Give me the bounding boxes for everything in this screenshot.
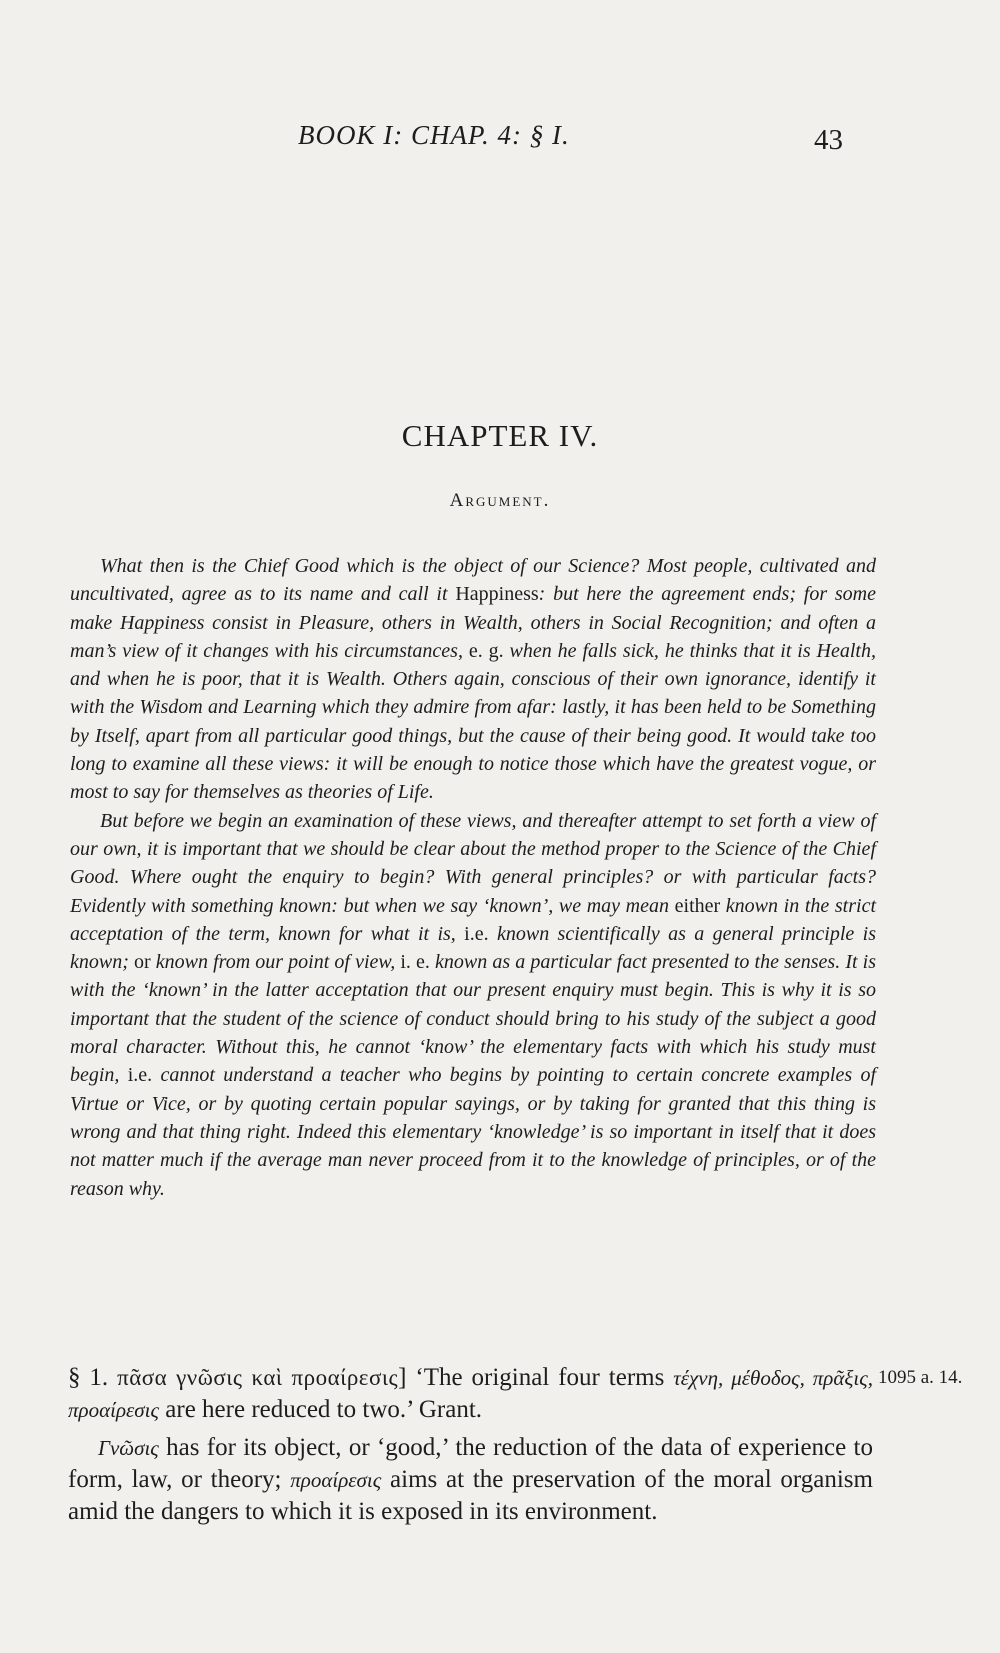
text-run: either (674, 894, 721, 917)
page-number: 43 (814, 124, 843, 156)
note-text: has for its object, or ‘good,’ the reduction of the data of experience to form, law, or theory; (68, 1434, 873, 1493)
argument-paragraph-1 (70, 552, 876, 807)
note-text: are here reduced to two.’ Grant. (159, 1396, 483, 1423)
text-run: known scientifically as a general principle is known; (70, 922, 877, 974)
greek-lemma: πᾶσα γνῶσις καὶ προαίρεσις (117, 1365, 399, 1390)
note-section-1 (68, 1362, 873, 1426)
note-paragraph-2 (68, 1432, 873, 1528)
greek-term: Γνῶσις (98, 1436, 159, 1460)
section-marker: § 1. (68, 1364, 109, 1391)
text-run: : but here the agreement ends; for some make Happiness consist in Pleasure, others in Wealth, others in Social Recognition; and often a man’s view of it changes with his circumstances, (70, 583, 876, 662)
text-run: But before we begin an examination of these views, and thereafter attempt to set forth a view of our own, it is important that we should be clear about the method proper to the Science of the Chief Good. Where ought the enquiry to begin? With general principles? or with particular facts? Evidently with something known: but when we say ‘known’, we may mean (70, 809, 876, 917)
argument-heading: Argument. (449, 490, 551, 511)
text-run: known from our point of view, (150, 951, 401, 974)
text-run: or (134, 951, 151, 974)
running-head: BOOK I: CHAP. 4: § I. (298, 120, 570, 150)
text-run: known as a particular fact presented to the senses. It is with the ‘known’ in the latter acceptation that our present enquiry must begin. This is why it is so important that the student of the science of conduct should bring to his study of the subject a good moral character. Without this, he cannot ‘know’ the elementary facts with which his study must begin, (70, 951, 876, 1087)
text-run: i.e. (127, 1064, 153, 1087)
text-run: e. g. (468, 639, 504, 662)
argument-paragraph-2 (70, 807, 876, 1203)
text-run: i. e. (400, 951, 430, 974)
greek-terms: τέχνη, μέθοδος, πρᾶξις, προαίρεσις (68, 1366, 873, 1422)
commentary-notes (68, 1362, 873, 1534)
greek-term: προαίρεσις (290, 1468, 382, 1492)
text-run: What then is the Chief Good which is the object of our Science? Most people, cultivated and uncultivated, agree as to its name and call it (70, 555, 876, 606)
argument-text (70, 552, 876, 1203)
text-run: Happiness (455, 583, 539, 606)
lemma-bracket: ] (398, 1364, 407, 1391)
margin-reference: 1095 a. 14. (878, 1367, 963, 1388)
note-text: ‘The original four terms (406, 1364, 674, 1391)
text-run: cannot understand a teacher who begins by pointing to certain concrete examples of Virtue or Vice, or by quoting certain popular sayings, or by taking for granted that this thing is wrong and that thing right. Indeed this elementary ‘knowledge’ is so important in itself that it does not matter much if the average man never proceed from it to the knowledge of principles, or of the reason why. (70, 1064, 876, 1200)
text-run: known in the strict acceptation of the term, known for what it is, (70, 894, 876, 945)
text-run: i.e. (464, 922, 489, 945)
text-run: when he falls sick, he thinks that it is Health, and when he is poor, that it is Wealth. Others again, conscious of their own ignorance, identify it with the Wisdom and Learning which they admire from afar: lastly, it has been held to be Something by Itself, apart from all particular good things, but the cause of their being good. It would take too long to examine all these views: it will be enough to notice those which have the greatest vogue, or most to say for themselves as theories of Life. (70, 639, 876, 804)
note-text: aims at the preservation of the moral organism amid the dangers to which it is exposed in its environment. (68, 1466, 873, 1525)
chapter-title: CHAPTER IV. (401, 418, 599, 453)
